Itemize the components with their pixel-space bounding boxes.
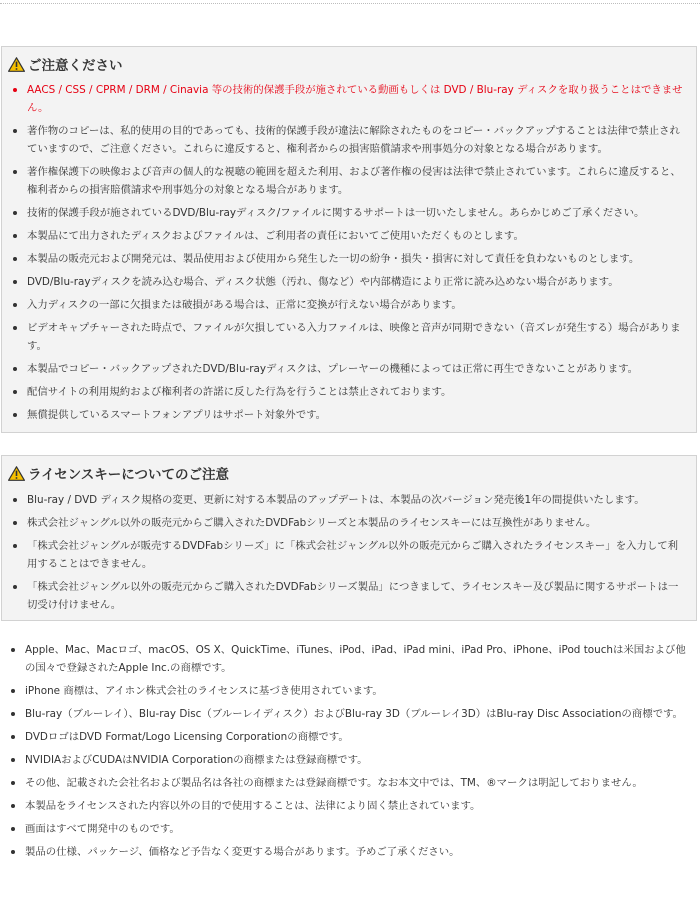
caution-item-text: 入力ディスクの一部に欠損または破損がある場合は、正常に変換が行えない場合があります。	[27, 299, 462, 311]
caution-item	[2, 273, 688, 291]
license-item-text: 株式会社ジャングル以外の販売元からご購入されたDVDFabシリーズと本製品のライセンスキーには互換性がありません。	[27, 517, 597, 529]
caution-item	[2, 383, 688, 401]
bullet	[13, 211, 17, 215]
license-item	[2, 491, 688, 509]
trademark-item-text: Apple、Mac、Macロゴ、macOS、OS X、QuickTime、iTunes、iPod、iPad、iPad mini、iPad Pro、iPhone、iPod touchは米国および他の国々で登録されたApple Inc.の商標です。	[25, 644, 686, 674]
license-item	[2, 578, 688, 614]
trademark-item-text: NVIDIAおよびCUDAはNVIDIA Corporationの商標または登録商標です。	[25, 754, 368, 766]
trademark-item	[0, 641, 690, 677]
license-item-text: 「株式会社ジャングルが販売するDVDFabシリーズ」に「株式会社ジャングル以外の販売元からご購入されたライセンスキー」を入力して利用することはできません。	[27, 540, 679, 570]
bullet	[11, 689, 15, 693]
bullet	[11, 804, 15, 808]
caution-item-text: 本製品でコピー・バックアップされたDVD/Blu-rayディスクは、プレーヤーの機種によっては正常に再生できないことがあります。	[27, 363, 639, 375]
caution-item	[2, 81, 688, 117]
bullet	[13, 390, 17, 394]
license-item	[2, 537, 688, 573]
warning-icon	[8, 466, 25, 481]
bullet	[13, 413, 17, 417]
caution-list	[2, 81, 688, 429]
bullet	[13, 367, 17, 371]
caution-box	[1, 46, 697, 433]
trademark-item	[0, 728, 690, 746]
caution-item-text: DVD/Blu-rayディスクを読み込む場合、ディスク状態（汚れ、傷など）や内部構造により正常に読み込めない場合があります。	[27, 276, 619, 288]
bullet	[11, 648, 15, 652]
bullet	[13, 129, 17, 133]
bullet	[11, 712, 15, 716]
trademark-item	[0, 774, 690, 792]
trademark-item-text: 製品の仕様、パッケージ、価格など予告なく変更する場合があります。予めご了承ください。	[25, 846, 460, 858]
bullet	[11, 758, 15, 762]
trademark-item-text: DVDロゴはDVD Format/Logo Licensing Corporationの商標です。	[25, 731, 349, 743]
license-box	[1, 455, 697, 621]
license-heading	[8, 463, 229, 483]
bullet	[13, 303, 17, 307]
bullet	[13, 234, 17, 238]
caution-item	[2, 319, 688, 355]
bullet	[11, 850, 15, 854]
top-divider	[0, 3, 700, 4]
bullet	[11, 735, 15, 739]
license-item-text: Blu-ray / DVD ディスク規格の変更、更新に対する本製品のアップデートは、本製品の次バージョン発売後1年の間提供いたします。	[27, 494, 645, 506]
caution-item-text: 著作物のコピーは、私的使用の目的であっても、技術的保護手段が違法に解除されたものをコピー・バックアップすることは法律で禁止されていますので、ご注意ください。これらに違反すると、権利者からの損害賠償請求や刑事処分の対象となる場合があります。	[27, 125, 680, 155]
bullet	[13, 585, 17, 589]
trademark-item	[0, 751, 690, 769]
caution-item	[2, 406, 688, 424]
trademark-list	[0, 641, 690, 861]
bullet	[13, 170, 17, 174]
bullet	[13, 257, 17, 261]
trademark-item	[0, 705, 690, 723]
bullet	[13, 326, 17, 330]
license-item-text: 「株式会社ジャングル以外の販売元からご購入されたDVDFabシリーズ製品」につきまして、ライセンスキー及び製品に関するサポートは一切受け付けません。	[27, 581, 679, 611]
caution-item	[2, 163, 688, 199]
caution-item-text: 本製品の販売元および開発元は、製品使用および使用から発生した一切の紛争・損失・損害に対して責任を負わないものとします。	[27, 253, 640, 265]
trademark-item	[0, 820, 690, 838]
bullet	[13, 521, 17, 525]
caution-item-text: 技術的保護手段が施されているDVD/Blu-rayディスク/ファイルに関するサポートは一切いたしません。あらかじめご了承ください。	[27, 207, 645, 219]
caution-item-text: 本製品にて出力されたディスクおよびファイルは、ご利用者の責任においてご使用いただくものとします。	[27, 230, 524, 242]
bullet	[13, 88, 17, 92]
trademark-item-text: その他、記載された会社名および製品名は各社の商標または登録商標です。なお本文中では、TM、®マークは明記しておりません。	[25, 777, 643, 789]
trademark-item	[0, 843, 690, 861]
bullet	[11, 827, 15, 831]
caution-item-text: 著作権保護下の映像および音声の個人的な視聴の範囲を超えた利用、および著作権の侵害は法律で禁止されています。これらに違反すると、権利者からの損害賠償請求や刑事処分の対象となる場合があります。	[27, 166, 681, 196]
caution-heading	[8, 54, 123, 74]
trademark-item-text: 画面はすべて開発中のものです。	[25, 823, 180, 835]
bullet	[13, 280, 17, 284]
caution-item	[2, 204, 688, 222]
caution-item	[2, 296, 688, 314]
trademark-item-text: Blu-ray（ブルーレイ）、Blu-ray Disc（ブルーレイディスク）およびBlu-ray 3D（ブルーレイ3D）はBlu-ray Disc Associationの商標です。	[25, 708, 683, 720]
trademark-item-text: iPhone 商標は、アイホン株式会社のライセンスに基づき使用されています。	[25, 685, 383, 697]
bullet	[13, 498, 17, 502]
caution-item-text: ビデオキャプチャーされた時点で、ファイルが欠損している入力ファイルは、映像と音声が同期できない（音ズレが発生する）場合があります。	[27, 322, 681, 352]
caution-item-text: 無償提供しているスマートフォンアプリはサポート対象外です。	[27, 409, 327, 421]
caution-item	[2, 227, 688, 245]
caution-item	[2, 122, 688, 158]
bullet	[13, 544, 17, 548]
caution-item	[2, 250, 688, 268]
warning-icon	[8, 57, 25, 72]
trademark-notes	[0, 641, 690, 866]
trademark-item-text: 本製品をライセンスされた内容以外の目的で使用することは、法律により固く禁止されています。	[25, 800, 481, 812]
caution-item	[2, 360, 688, 378]
caution-item-text: AACS / CSS / CPRM / DRM / Cinavia 等の技術的保護手段が施されている動画もしくは DVD / Blu-ray ディスクを取り扱うことはできません。	[27, 84, 683, 114]
bullet	[11, 781, 15, 785]
trademark-item	[0, 797, 690, 815]
trademark-item	[0, 682, 690, 700]
caution-title: ご注意ください	[28, 58, 123, 74]
license-item	[2, 514, 688, 532]
caution-item-text: 配信サイトの利用規約および権利者の許諾に反した行為を行うことは禁止されております。	[27, 386, 452, 398]
license-title: ライセンスキーについてのご注意	[28, 467, 230, 483]
license-list	[2, 491, 688, 619]
